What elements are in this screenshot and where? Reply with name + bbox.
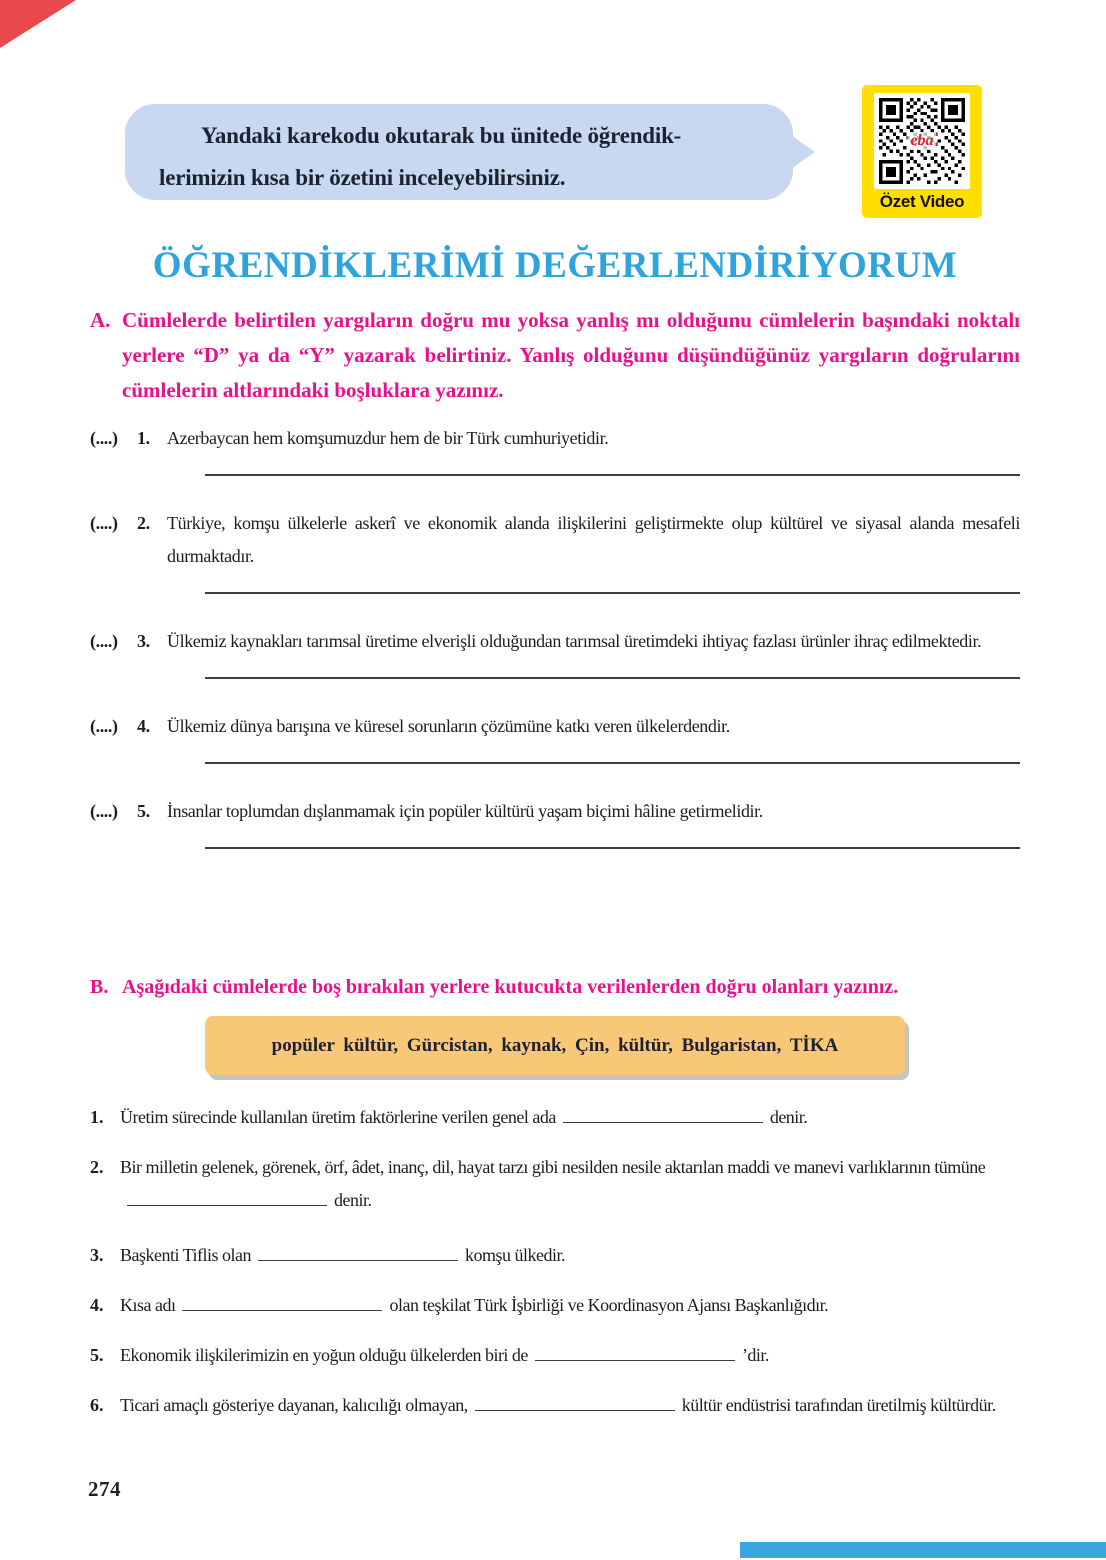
- item-text: Azerbaycan hem komşumuzdur hem de bir Türk cumhuriyetidir.: [167, 428, 609, 448]
- fill-blank: [127, 1193, 327, 1206]
- tf-item: [90, 795, 1020, 828]
- qr-panel: [862, 85, 982, 218]
- fill-blank: [182, 1298, 382, 1311]
- fill-after: olan teşkilat Türk İşbirliği ve Koordinasyon Ajansı Başkanlığıdır.: [389, 1295, 829, 1315]
- fill-item: [90, 1239, 1020, 1272]
- section-b-instruction: Aşağıdaki cümlelerde boş bırakılan yerlere kutucukta verilenlerden doğru olanları yazınız.: [122, 976, 899, 998]
- word-bank-text: popüler kültür, Gürcistan, kaynak, Çin, kültür, Bulgaristan, TİKA: [271, 1034, 839, 1056]
- fill-after: denir.: [334, 1190, 372, 1210]
- fill-item: [90, 1389, 1020, 1422]
- page-corner-accent: [0, 0, 76, 48]
- fill-after: kültür endüstrisi tarafından üretilmiş kültürdür.: [681, 1395, 996, 1415]
- item-number: 5.: [90, 1345, 104, 1365]
- item-text: [120, 1389, 1020, 1422]
- fill-item: [90, 1151, 1020, 1217]
- tf-placeholder: (....): [90, 428, 118, 448]
- section-a-instruction: Cümlelerde belirtilen yargıların doğru mu yoksa yanlış mı olduğunu cümlelerin başındaki noktalı yerlere “D” ya da “Y” yazarak belirtiniz. Yanlış olduğunu düşündüğünüz yargıların doğrularını cümlelerin altlarındaki boşluklara yazınız.: [122, 308, 1020, 402]
- item-text: [120, 1339, 1020, 1372]
- footer-bar: [740, 1542, 1106, 1558]
- item-number: 4.: [137, 716, 150, 736]
- word-bank-box: [205, 1016, 905, 1075]
- tf-placeholder: (....): [90, 631, 118, 651]
- fill-item: [90, 1289, 1020, 1322]
- tf-item: [90, 507, 1020, 573]
- fill-before: Üretim sürecinde kullanılan üretim faktörlerine verilen genel ada: [120, 1107, 556, 1127]
- page-number: 274: [88, 1477, 121, 1501]
- answer-line: [205, 677, 1020, 679]
- answer-line: [205, 474, 1020, 476]
- item-number: 2.: [137, 513, 150, 533]
- item-number: 3.: [90, 1245, 104, 1265]
- fill-after: denir.: [769, 1107, 808, 1127]
- tf-item: [90, 710, 1020, 743]
- item-number: 1.: [90, 1107, 104, 1127]
- fill-before: Başkenti Tiflis olan: [120, 1245, 252, 1265]
- item-text: İnsanlar toplumdan dışlanmamak için popüler kültürü yaşam biçimi hâline getirmelidir.: [167, 801, 763, 821]
- fill-before: Ekonomik ilişkilerimizin en yoğun olduğu ülkelerden biri de: [120, 1345, 528, 1365]
- section-a: [90, 243, 1020, 849]
- fill-item: [90, 1101, 1020, 1134]
- section-a-label: A.: [90, 308, 111, 332]
- item-text: Ülkemiz kaynakları tarımsal üretime elverişli olduğundan tarımsal üretimdeki ihtiyaç fazlası ürünler ihraç edilmektedir.: [167, 631, 982, 651]
- fill-blank: [563, 1110, 763, 1123]
- answer-line: [205, 592, 1020, 594]
- item-number: 6.: [90, 1395, 104, 1415]
- section-b: [90, 963, 1020, 1422]
- fill-item: [90, 1339, 1020, 1372]
- fill-before: Bir milletin gelenek, görenek, örf, âdet, inanç, dil, hayat tarzı gibi nesilden nesile aktarılan maddi ve manevi varlıklarının tümüne: [120, 1157, 986, 1177]
- answer-line: [205, 762, 1020, 764]
- item-number: 2.: [90, 1157, 104, 1177]
- tf-item: [90, 422, 1020, 455]
- item-text: [120, 1289, 1020, 1322]
- speech-bubble: [125, 104, 793, 200]
- item-number: 1.: [137, 428, 150, 448]
- fill-before: Kısa adı: [120, 1295, 176, 1315]
- bubble-text-line: Yandaki karekodu okutarak bu ünitede öğrendik-: [201, 123, 682, 148]
- fill-blank: [535, 1348, 735, 1361]
- item-text: [120, 1151, 1020, 1217]
- section-a-heading: [90, 303, 1020, 408]
- item-text: Türkiye, komşu ülkelerle askerî ve ekonomik alanda ilişkilerini geliştirmekte olup kültürel ve siyasal alanda mesafeli durmaktadır.: [167, 513, 1020, 566]
- eba-logo: eba: [907, 132, 936, 150]
- section-b-heading: [90, 971, 1020, 1004]
- fill-before: Ticari amaçlı gösteriye dayanan, kalıcılığı olmayan,: [120, 1395, 468, 1415]
- page-title: ÖĞRENDİKLERİMİ DEĞERLENDİRİYORUM: [152, 245, 958, 286]
- item-text: [120, 1239, 1020, 1272]
- fill-after: komşu ülkedir.: [465, 1245, 566, 1265]
- section-b-label: B.: [90, 976, 109, 998]
- answer-line: [205, 847, 1020, 849]
- tf-placeholder: (....): [90, 716, 118, 736]
- item-text: Ülkemiz dünya barışına ve küresel sorunların çözümüne katkı veren ülkelerdendir.: [167, 716, 730, 736]
- tf-item: [90, 625, 1020, 658]
- tf-placeholder: (....): [90, 801, 118, 821]
- qr-label: Özet Video: [879, 192, 965, 211]
- fill-after: ’dir.: [741, 1345, 769, 1365]
- fill-blank: [258, 1248, 458, 1261]
- bubble-text-line: lerimizin kısa bir özetini inceleyebilirsiniz.: [159, 165, 566, 190]
- item-number: 3.: [137, 631, 150, 651]
- item-number: 5.: [137, 801, 150, 821]
- item-number: 4.: [90, 1295, 104, 1315]
- qr-code-container: [874, 93, 970, 189]
- item-text: [120, 1101, 1020, 1134]
- fill-blank: [475, 1398, 675, 1411]
- tf-placeholder: (....): [90, 513, 118, 533]
